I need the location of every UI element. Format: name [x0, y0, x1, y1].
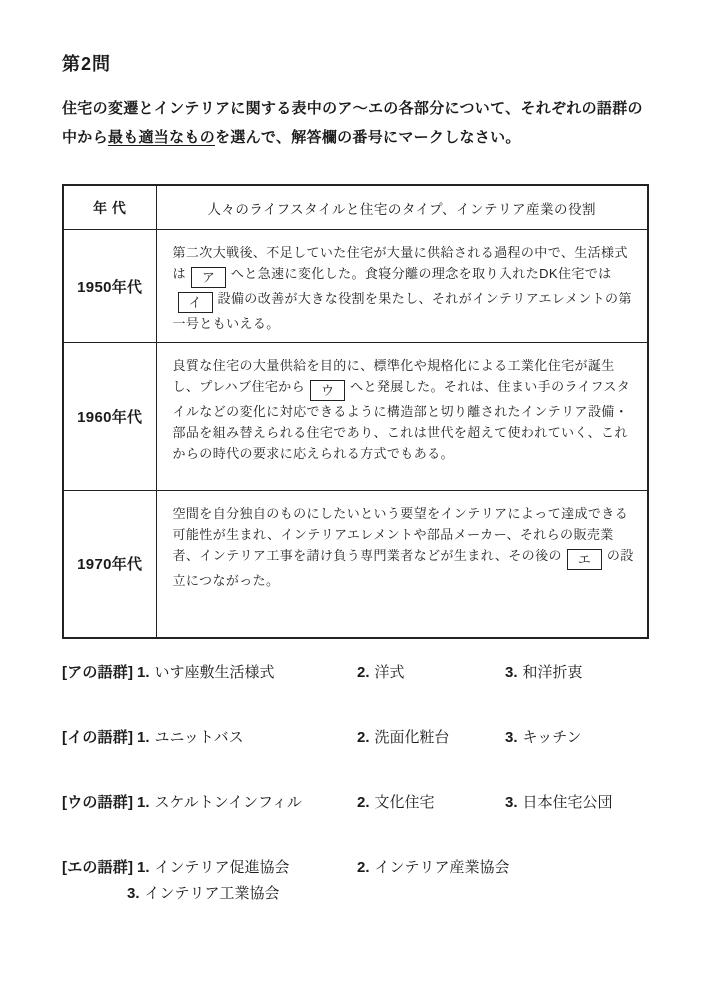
era-table — [62, 184, 649, 639]
desc-text: へと発展した。それは、住まい手のライフスタイルなどの変化に対応できるように構造部と切り離されたインテリア設備・部品を組み替えられる住宅であり、これは世代を超えて使われていく、これからの時代の要求に応えられる方式でもある。 — [172, 379, 631, 461]
option-number: 1. — [137, 794, 150, 811]
desc-text: 空間を自分独自のものにしたいという要望をインテリアによって達成できる可能性が生まれ、インテリアエレメントや部品メーカー、それらの販売業者、インテリア工事を請け負う専門業者などが生まれ、その後の — [172, 506, 629, 563]
table-header-era: 年 代 — [63, 185, 156, 230]
description-cell-1950s — [156, 230, 648, 343]
page-title: 第2問 — [62, 54, 112, 74]
option-number: 3. — [505, 729, 518, 746]
desc-text: 良質な住宅の大量供給を目的に、標準化や規格化による工業化住宅が誕生し、プレハブ住宅から — [172, 358, 615, 394]
option-text: インテリア産業協会 — [374, 859, 510, 876]
intro-paragraph — [62, 94, 647, 152]
desc-text: 設備の改善が大きな役割を果たし、それがインテリアエレメントの第一号ともいえる。 — [172, 291, 632, 331]
era-cell-1960s: 1960年代 — [63, 343, 156, 491]
option-number: 3. — [505, 664, 518, 681]
option-number: 1. — [137, 664, 150, 681]
option-e2 — [357, 857, 662, 879]
option-text: インテリア促進協会 — [154, 859, 290, 876]
blank-box-a: ア — [191, 267, 226, 288]
option-e3 — [127, 883, 662, 905]
option-number: 2. — [357, 729, 370, 746]
table-header-row — [63, 185, 648, 230]
group-label-u: [ウの語群] — [62, 794, 134, 811]
blank-box-e: エ — [567, 549, 602, 570]
option-i3 — [505, 727, 662, 749]
option-number: 2. — [357, 664, 370, 681]
word-group-u — [62, 792, 662, 814]
blank-box-u: ウ — [310, 380, 345, 401]
option-i1 — [137, 727, 357, 749]
option-e1 — [137, 857, 357, 879]
option-number: 3. — [505, 794, 518, 811]
desc-text: 第二次大戦後、不足していた住宅が大量に供給される過程の中で、生活様式は — [172, 245, 628, 281]
era-cell-1950s: 1950年代 — [63, 230, 156, 343]
option-u1 — [137, 792, 357, 814]
option-text: 洋式 — [374, 664, 405, 681]
intro-text-pre: の中から — [62, 100, 643, 146]
intro-text-line1: 住宅の変遷とインテリアに関する表中のア〜エの各部分について、それぞれの語群 — [62, 100, 628, 117]
era-cell-1970s: 1970年代 — [63, 491, 156, 638]
table-row-1960s — [63, 343, 648, 491]
group-label-a: [アの語群] — [62, 664, 134, 681]
option-text: 日本住宅公団 — [522, 794, 613, 811]
option-u3 — [505, 792, 662, 814]
word-groups — [62, 662, 662, 905]
group-label-e: [エの語群] — [62, 859, 134, 876]
table-header-description: 人々のライフスタイルと住宅のタイプ、インテリア産業の役割 — [156, 185, 648, 230]
description-cell-1970s — [156, 491, 648, 638]
description-cell-1960s — [156, 343, 648, 491]
option-a1 — [137, 662, 357, 684]
option-number: 1. — [137, 859, 150, 876]
option-i2 — [357, 727, 505, 749]
option-number: 2. — [357, 794, 370, 811]
option-u2 — [357, 792, 505, 814]
word-group-a — [62, 662, 662, 684]
word-group-i — [62, 727, 662, 749]
table-row-1950s — [63, 230, 648, 343]
blank-box-i: イ — [178, 292, 213, 313]
intro-text-underlined: 最も適当なもの — [107, 129, 216, 146]
option-text: 和洋折衷 — [522, 664, 583, 681]
desc-text: の設立につながった。 — [172, 548, 634, 588]
option-text: インテリア工業協会 — [144, 885, 280, 902]
option-text: ユニットバス — [154, 729, 244, 746]
option-text: スケルトンインフィル — [154, 794, 302, 811]
intro-text-post: を選んで、解答欄の番号にマークしなさい。 — [215, 129, 521, 146]
option-text: 洗面化粧台 — [374, 729, 450, 746]
option-number: 1. — [137, 729, 150, 746]
option-number: 3. — [127, 885, 140, 902]
table-row-1970s — [63, 491, 648, 638]
desc-text: へと急速に変化した。食寝分離の理念を取り入れたDK住宅では — [230, 266, 612, 281]
option-a2 — [357, 662, 505, 684]
word-group-e — [62, 857, 662, 879]
option-text: キッチン — [522, 729, 582, 746]
option-text: いす座敷生活様式 — [154, 664, 275, 681]
option-text: 文化住宅 — [374, 794, 435, 811]
option-a3 — [505, 662, 662, 684]
option-number: 2. — [357, 859, 370, 876]
group-label-i: [イの語群] — [62, 729, 134, 746]
